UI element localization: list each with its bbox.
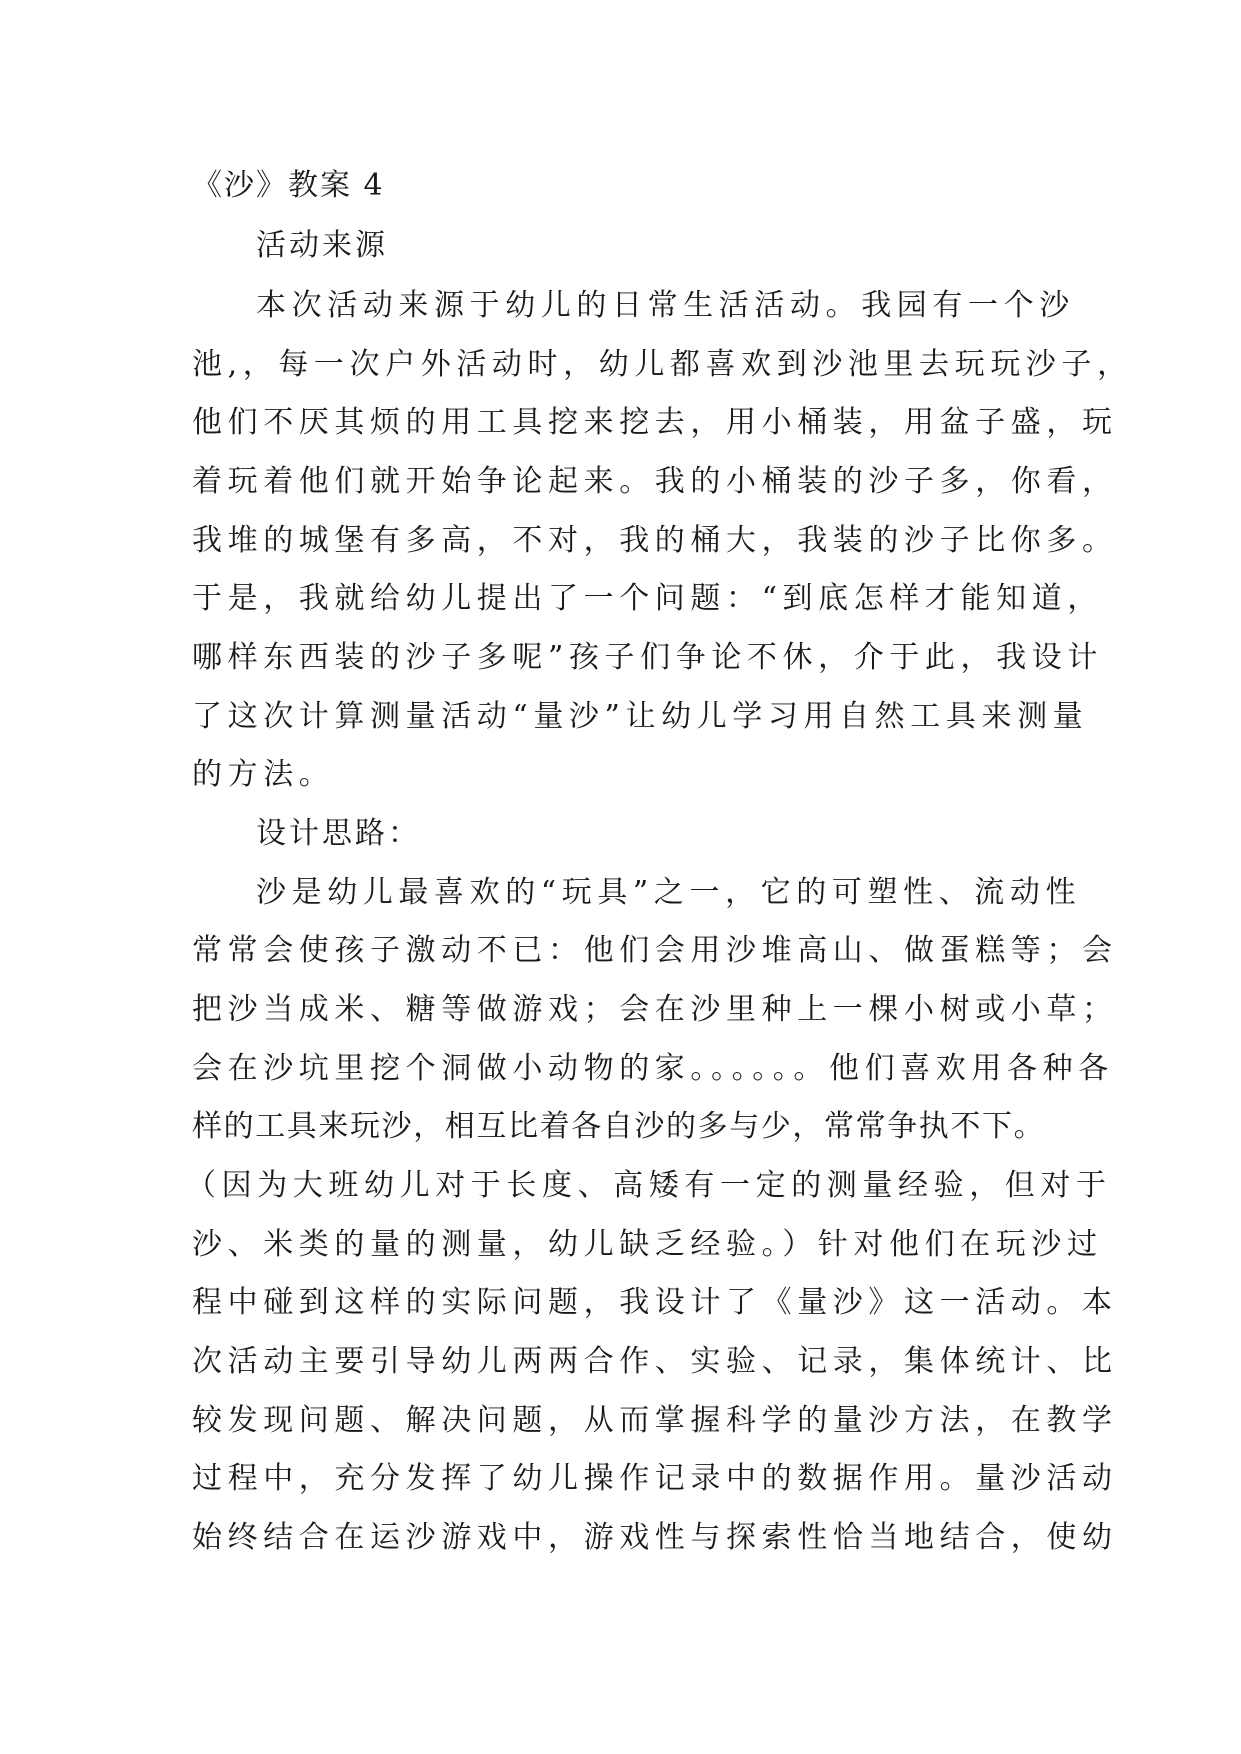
- paragraph-line: 池,，每一次户外活动时，幼儿都喜欢到沙池里去玩玩沙子，: [192, 347, 1133, 382]
- paragraph-line: 较发现问题、解决问题，从而掌握科学的量沙方法，在教学: [192, 1403, 1118, 1438]
- paragraph-line: 常常会使孩子激动不已：他们会用沙堆高山、做蛋糕等；会: [192, 933, 1118, 968]
- section-heading-activity-source: 活动来源: [256, 228, 388, 263]
- paragraph-line: 会在沙坑里挖个洞做小动物的家。。。。。。他们喜欢用各种各: [192, 1051, 1114, 1086]
- section-heading-design-idea: 设计思路：: [256, 816, 421, 851]
- paragraph-line: 哪样东西装的沙子多呢”孩子们争论不休，介于此，我设计: [192, 640, 1103, 675]
- paragraph-line: 过程中，充分发挥了幼儿操作记录中的数据作用。量沙活动: [192, 1461, 1118, 1496]
- paragraph-line: 始终结合在运沙游戏中，游戏性与探索性恰当地结合，使幼: [192, 1520, 1118, 1555]
- paragraph-line: 了这次计算测量活动“量沙”让幼儿学习用自然工具来测量: [192, 699, 1089, 734]
- document-title: 《沙》教案 4: [192, 168, 385, 203]
- paragraph-line: 他们不厌其烦的用工具挖来挖去，用小桶装，用盆子盛，玩: [192, 405, 1118, 440]
- paragraph-line: （因为大班幼儿对于长度、高矮有一定的测量经验，但对于: [186, 1168, 1112, 1203]
- paragraph-line: 我堆的城堡有多高，不对，我的桶大，我装的沙子比你多。: [192, 523, 1118, 558]
- paragraph-line: 沙是幼儿最喜欢的“玩具”之一，它的可塑性、流动性: [256, 875, 1082, 910]
- paragraph-line: 程中碰到这样的实际问题，我设计了《量沙》这一活动。本: [192, 1285, 1118, 1320]
- paragraph-line: 的方法。: [192, 757, 335, 792]
- paragraph-line: 把沙当成米、糖等做游戏；会在沙里种上一棵小树或小草；: [192, 992, 1118, 1027]
- paragraph-line: 次活动主要引导幼儿两两合作、实验、记录，集体统计、比: [192, 1344, 1118, 1379]
- paragraph-line: 本次活动来源于幼儿的日常生活活动。我园有一个沙: [256, 288, 1075, 323]
- paragraph-line: 于是，我就给幼儿提出了一个问题：“到底怎样才能知道，: [192, 581, 1103, 616]
- paragraph-line: 沙、米类的量的测量，幼儿缺乏经验。）针对他们在玩沙过: [192, 1227, 1103, 1262]
- paragraph-line: 着玩着他们就开始争论起来。我的小桶装的沙子多，你看，: [192, 464, 1118, 499]
- paragraph-line: 样的工具来玩沙，相互比着各自沙的多与少，常常争执不下。: [192, 1109, 1046, 1144]
